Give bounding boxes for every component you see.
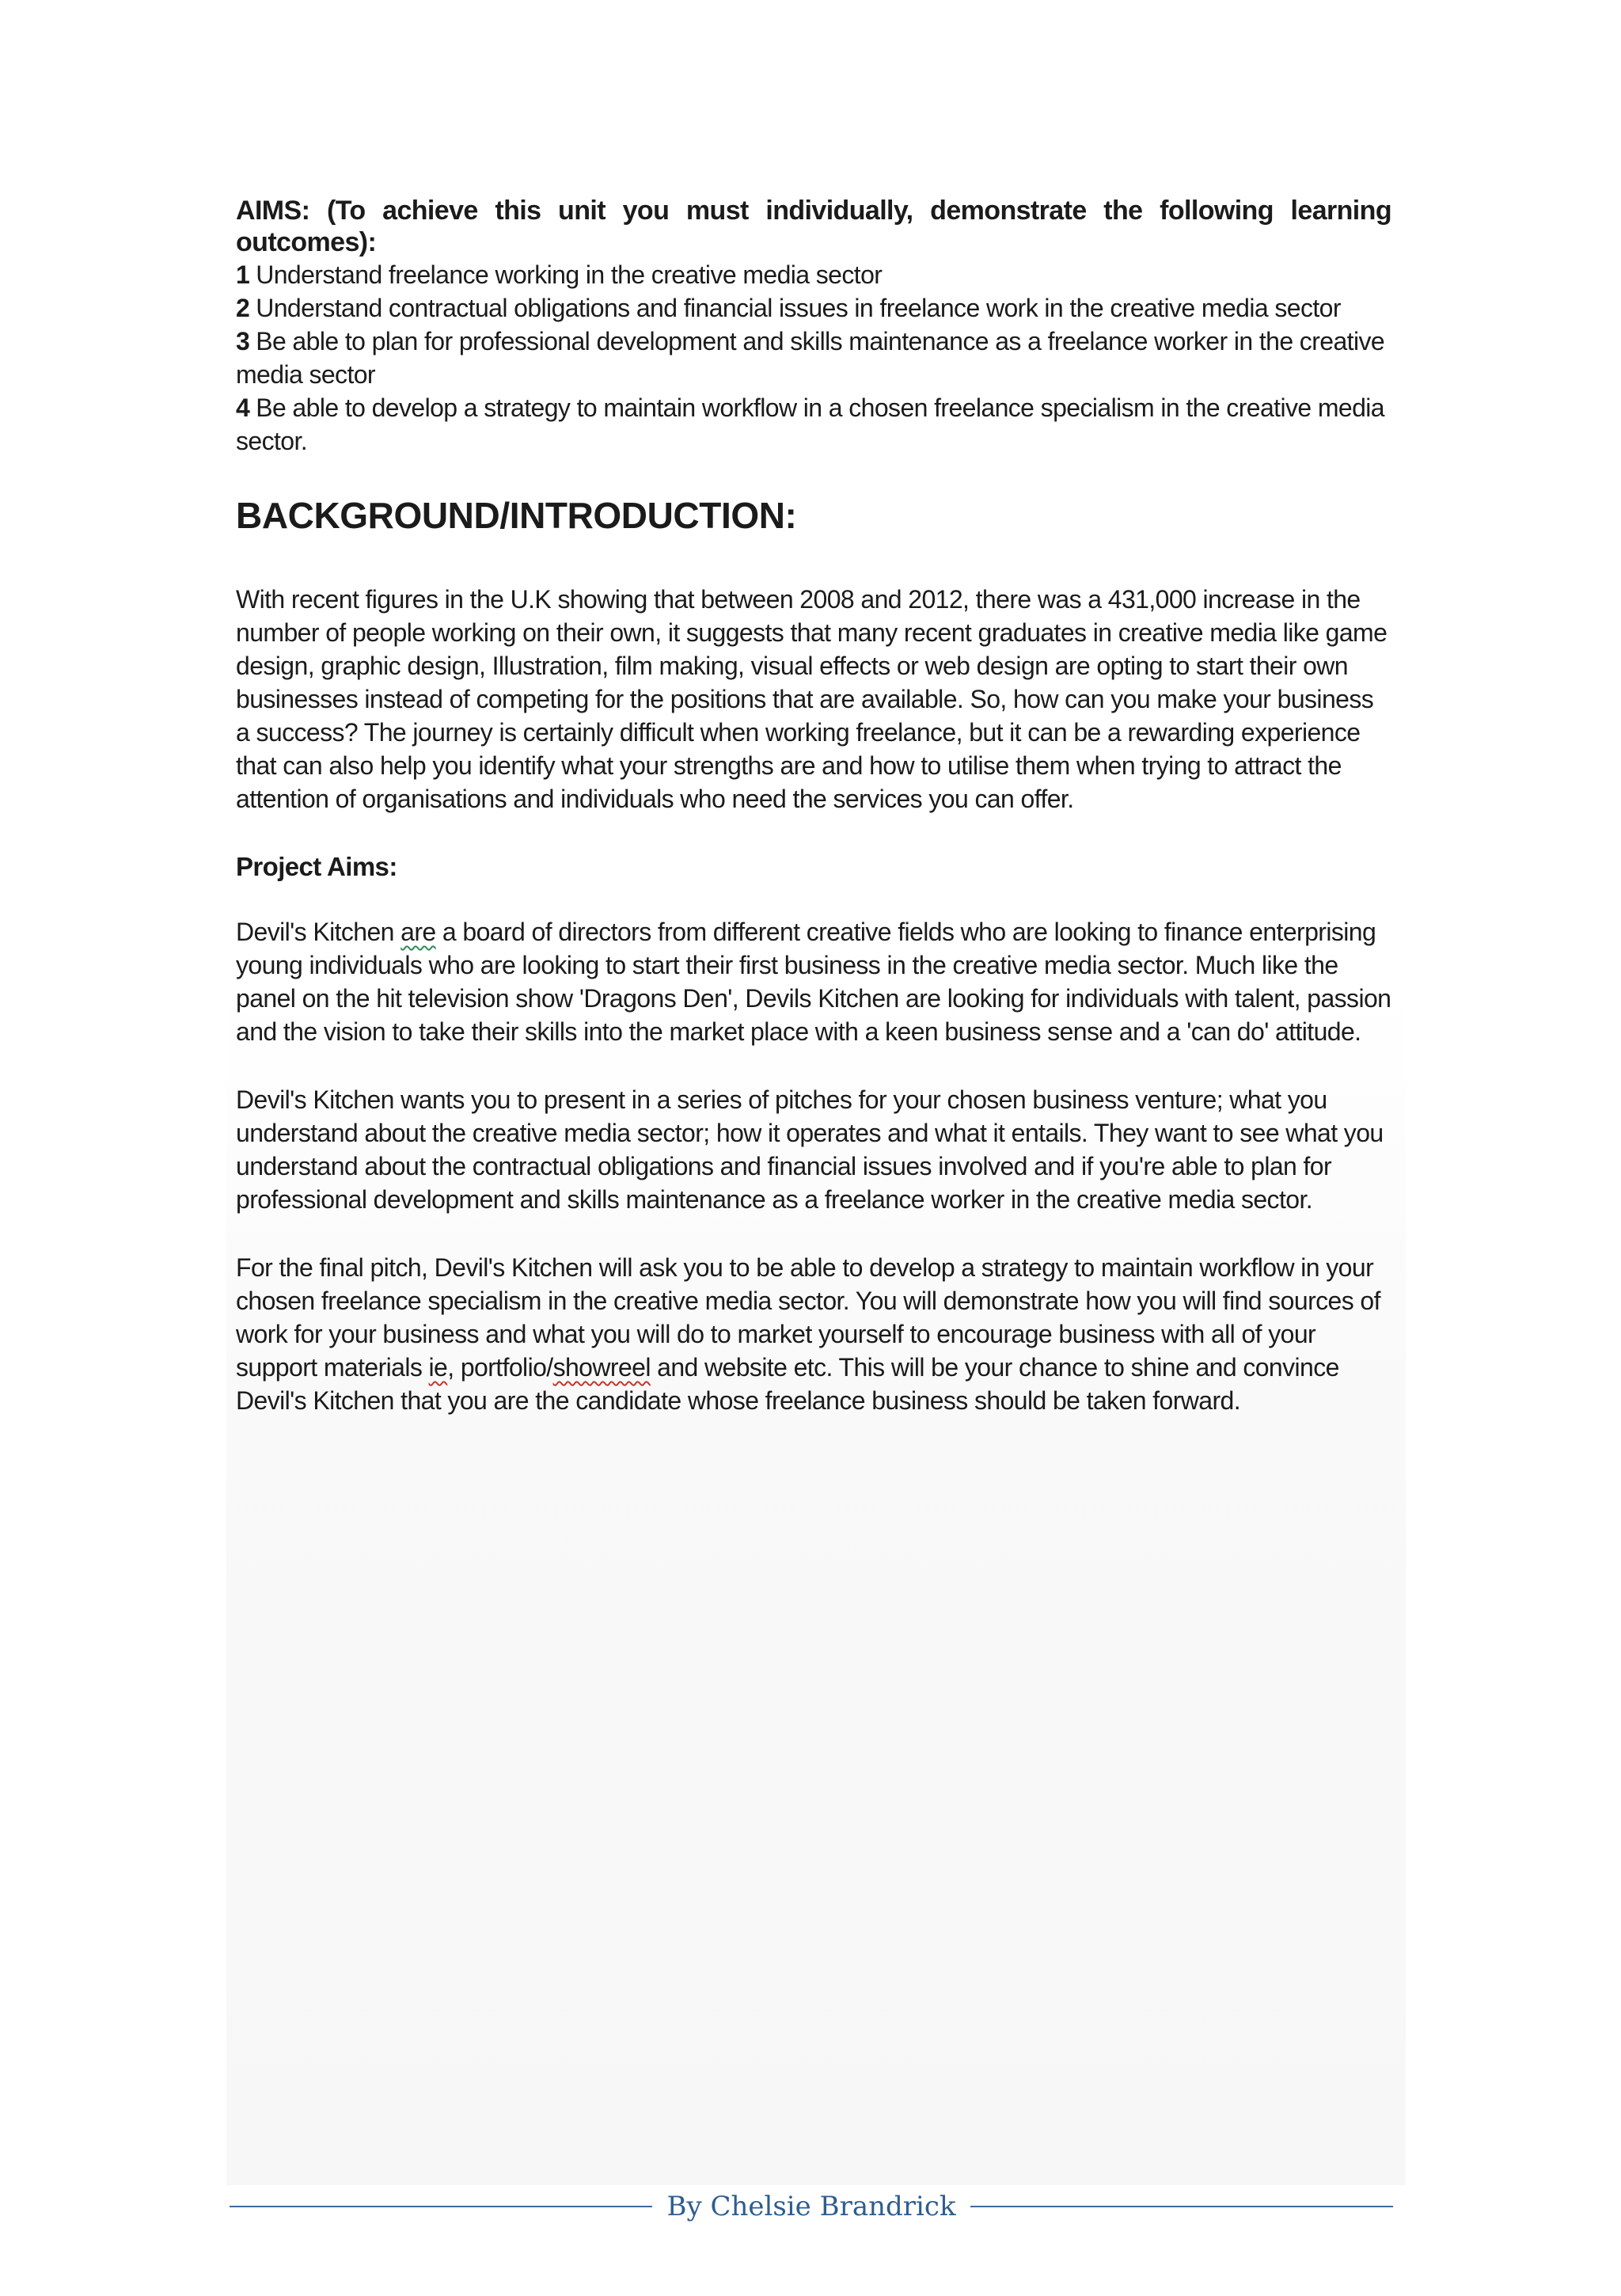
text-run: For the final pitch, Devil's Kitchen will ask you to be able to develop a strategy to maintain workflow in your chosen freelance specialism in the creative media sector. You will demonstrate how you will find sources of work for your business and what you will do to market yourself to encourage business with all of your support materials bbox=[236, 1253, 1380, 1382]
outcome-text: Understand contractual obligations and financial issues in freelance work in the creative media sector bbox=[256, 294, 1341, 322]
outcome-text: Understand freelance working in the creative media sector bbox=[256, 260, 883, 289]
learning-outcome-1 bbox=[236, 258, 1391, 291]
spelling-flagged-word: ie bbox=[428, 1353, 448, 1382]
background-paragraph: With recent figures in the U.K showing that between 2008 and 2012, there was a 431,000 increase in the number of people working on their own, it suggests that many recent graduates in creative media like game design, graphic design, Illustration, film making, visual effects or web design are opting to start their own businesses instead of competing for the positions that are available. So, how can you make your business a success? The journey is certainly difficult when working freelance, but it can be a rewarding experience that can also help you identify what your strengths are and how to utilise them when trying to attract the attention of organisations and individuals who need the services you can offer. bbox=[236, 585, 1388, 813]
project-aims-heading: Project Aims: bbox=[236, 852, 397, 881]
text-run: , portfolio/ bbox=[447, 1353, 553, 1382]
project-paragraph-1 bbox=[236, 915, 1391, 1048]
page-footer bbox=[230, 2187, 1393, 2226]
learning-outcome-4 bbox=[236, 391, 1391, 458]
outcome-text: Be able to plan for professional development and skills maintenance as a freelance worker in the creative media sector bbox=[236, 327, 1385, 389]
learning-outcome-2 bbox=[236, 291, 1391, 325]
outcome-number: 2 bbox=[236, 294, 250, 322]
outcome-number: 4 bbox=[236, 393, 250, 422]
grammar-flagged-word: are bbox=[401, 918, 436, 946]
footer-rule-left bbox=[230, 2206, 652, 2207]
project-paragraph-3 bbox=[236, 1251, 1391, 1417]
footer-rule-right bbox=[970, 2206, 1393, 2207]
spelling-flagged-word: showreel bbox=[552, 1353, 651, 1382]
footer-author: By Chelsie Brandrick bbox=[666, 2191, 956, 2222]
learning-outcome-3 bbox=[236, 325, 1391, 391]
text-run: and website etc. This will be your chance to shine and convince Devil's Kitchen that you are the candidate whose freelance business should be taken forward. bbox=[236, 1353, 1339, 1415]
outcome-number: 1 bbox=[236, 260, 250, 289]
text-run: a board of directors from different creative fields who are looking to finance enterprising young individuals who are looking to start their first business in the creative media sector. Much like the panel on the hit television show 'Dragons Den', Devils Kitchen are looking for individuals with talent, passion and the vision to take their skills into the market place with a keen business sense and a 'can do' attitude. bbox=[236, 918, 1391, 1046]
document-body bbox=[236, 195, 1391, 1452]
outcome-number: 3 bbox=[236, 327, 250, 355]
text-run: Devil's Kitchen bbox=[236, 918, 401, 946]
background-heading: BACKGROUND/INTRODUCTION: bbox=[236, 495, 797, 536]
outcome-text: Be able to develop a strategy to maintain workflow in a chosen freelance specialism in the creative media sector. bbox=[236, 393, 1385, 455]
project-paragraph-2: Devil's Kitchen wants you to present in a series of pitches for your chosen business venture; what you understand about the creative media sector; how it operates and what it entails. They want to see what you understand about the contractual obligations and financial issues involved and if you're able to plan for professional development and skills maintenance as a freelance worker in the creative media sector. bbox=[236, 1085, 1384, 1214]
aims-heading: AIMS: (To achieve this unit you must individually, demonstrate the following learning outcomes): bbox=[236, 196, 1391, 257]
